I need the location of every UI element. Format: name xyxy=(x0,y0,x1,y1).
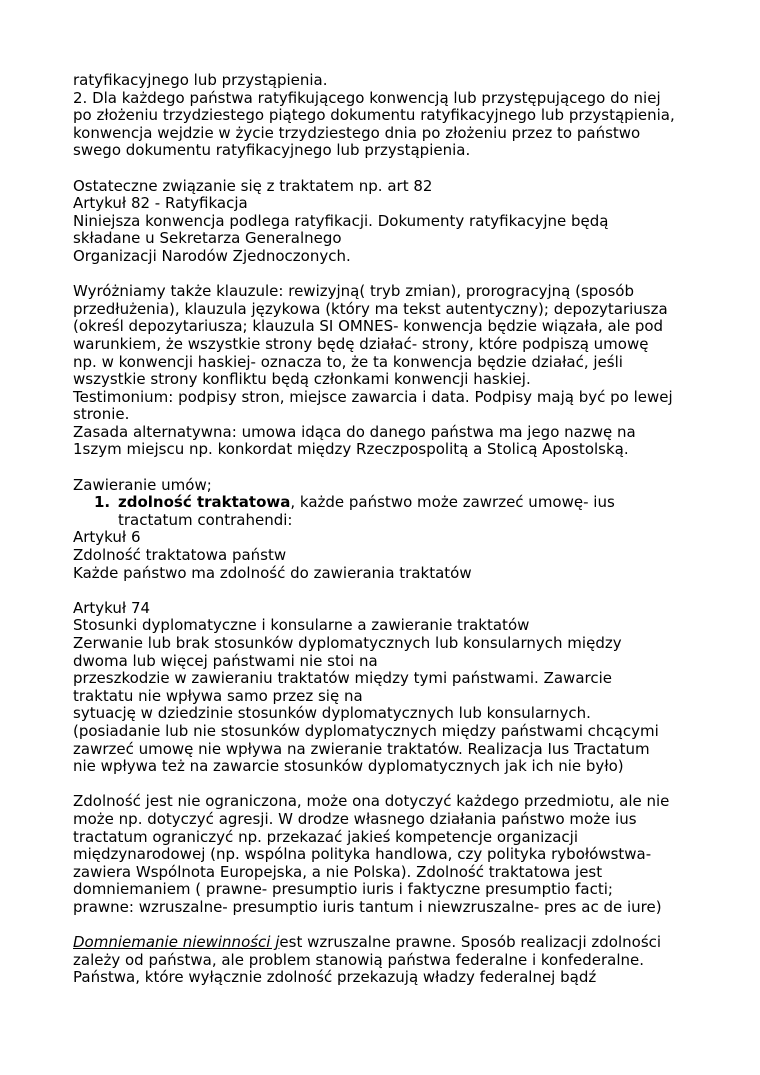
text-line: sytuację w dziedzinie stosunków dyplomatycznych lub konsularnych. xyxy=(73,704,591,723)
item-term: zdolność traktatowa xyxy=(118,493,291,512)
text-line: może np. dotyczyć agresji. W drodze własnego działania państwo może ius xyxy=(73,809,637,828)
text-line: (określ depozytariusza; klauzula SI OMNES- konwencja będzie wiązała, ale pod xyxy=(73,317,664,336)
text-line: Zerwanie lub brak stosunków dyplomatycznych lub konsularnych między xyxy=(73,634,622,652)
text-line: domniemaniem ( prawne- presumptio iuris i faktyczne presumptio facti; xyxy=(73,880,613,899)
item-number: 1. xyxy=(94,493,111,512)
text-line: Organizacji Narodów Zjednoczonych. xyxy=(73,246,351,265)
text-line: (posiadanie lub nie stosunków dyplomatycznych między państwami chcącymi xyxy=(73,721,659,740)
document-page xyxy=(73,72,743,987)
blank-line xyxy=(73,582,743,600)
text-line: Zdolność jest nie ograniczona, może ona dotyczyć każdego przedmiotu, ale nie xyxy=(73,792,670,811)
text-line: Zdolność traktatowa państw xyxy=(73,546,287,565)
text-line: zawrzeć umowę nie wpływa na zwieranie traktatów. Realizacja Ius Tractatum xyxy=(73,739,650,758)
text-line: traktatu nie wpływa samo przez się na xyxy=(73,686,363,705)
text-run: est wzruszalne prawne. Sposób realizacji zdolności xyxy=(279,933,662,952)
text-line: Artykuł 6 xyxy=(73,528,141,547)
text-line: po złożeniu trzydziestego piątego dokumentu ratyfikacyjnego lub przystąpienia, xyxy=(73,106,675,125)
text-line: Artykuł 74 xyxy=(73,598,151,617)
text-line: 1szym miejscu np. konkordat między Rzeczpospolitą a Stolicą Apostolską. xyxy=(73,440,629,459)
text-line: Testimonium: podpisy stron, miejsce zawarcia i data. Podpisy mają być po lewej xyxy=(73,387,673,406)
text-line: Zasada alternatywna: umowa idąca do danego państwa ma jego nazwę na xyxy=(73,422,636,441)
numbered-item-continuation: tractatum contrahendi: xyxy=(118,510,293,529)
paragraph-treaty-capacity xyxy=(73,793,743,916)
text-line: tractatum ograniczyć np. przekazać jakieś kompetencje organizacji xyxy=(73,827,578,846)
text-line: ratyfikacyjnego lub przystąpienia. xyxy=(73,71,328,89)
text-line xyxy=(73,934,743,952)
section-concluding-treaties xyxy=(73,477,743,583)
text-line: konwencja wejdzie w życie trzydziestego dnia po złożeniu przez to państwo xyxy=(73,123,641,142)
paragraph-article-74 xyxy=(73,600,743,776)
section-intro: Zawieranie umów; xyxy=(73,475,212,494)
text-line: Stosunki dyplomatyczne i konsularne a zawieranie traktatów xyxy=(73,616,530,635)
text-line: składane u Sekretarza Generalnego xyxy=(73,229,342,248)
text-line: Artykuł 82 - Ratyfikacja xyxy=(73,194,248,213)
paragraph-ratification-entry xyxy=(73,72,743,160)
paragraph-presumption xyxy=(73,934,743,987)
blank-line xyxy=(73,459,743,477)
text-line: przeszkodzie w zawieraniu traktatów między tymi państwami. Zawarcie xyxy=(73,669,612,688)
blank-line xyxy=(73,266,743,284)
text-line: prawne: wzruszalne- presumptio iuris tantum i niewzruszalne- pres ac de iure) xyxy=(73,897,662,916)
text-line: stronie. xyxy=(73,405,130,424)
text-line: międzynarodowej (np. wspólna polityka handlowa, czy polityka rybołówstwa- xyxy=(73,845,652,864)
paragraph-clauses xyxy=(73,283,743,459)
blank-line xyxy=(73,776,743,794)
text-line: swego dokumentu ratyfikacyjnego lub przystąpienia. xyxy=(73,141,471,160)
blank-line xyxy=(73,917,743,935)
blank-line xyxy=(73,160,743,178)
text-line: Ostateczne związanie się z traktatem np. art 82 xyxy=(73,176,433,195)
numbered-item xyxy=(73,494,743,512)
paragraph-article-82 xyxy=(73,178,743,266)
text-line: zawiera Wspólnota Europejska, a nie Polska). Zdolność traktatowa jest xyxy=(73,862,603,881)
text-line: Wyróżniamy także klauzule: rewizyjną( tryb zmian), prorogracyjną (sposób xyxy=(73,282,634,301)
text-line: 2. Dla każdego państwa ratyfikującego konwencją lub przystępującego do niej xyxy=(73,88,661,107)
text-line: warunkiem, że wszystkie strony będę działać- strony, które podpiszą umowę xyxy=(73,334,649,353)
text-line: np. w konwencji haskiej- oznacza to, że ta konwencja będzie działać, jeśli xyxy=(73,352,623,371)
text-line: nie wpływa też na zawarcie stosunków dyplomatycznych jak ich nie było) xyxy=(73,757,624,776)
text-line: Niniejsza konwencja podlega ratyfikacji. Dokumenty ratyfikacyjne będą xyxy=(73,211,609,230)
text-line: zależy od państwa, ale problem stanowią państwa federalne i konfederalne. xyxy=(73,950,645,969)
text-line: dwoma lub więcej państwami nie stoi na xyxy=(73,651,378,670)
text-line: Państwa, które wyłącznie zdolność przekazują władzy federalnej bądź xyxy=(73,968,597,987)
emphasized-term: Domniemanie niewinności j xyxy=(73,933,280,952)
text-line: przedłużenia), klauzula językowa (który ma tekst autentyczny); depozytariusza xyxy=(73,299,668,318)
text-line: Każde państwo ma zdolność do zawierania traktatów xyxy=(73,563,472,582)
item-text: , każde państwo może zawrzeć umowę- ius xyxy=(290,493,615,512)
text-line: wszystkie strony konfliktu będą członkami konwencji haskiej. xyxy=(73,370,531,389)
